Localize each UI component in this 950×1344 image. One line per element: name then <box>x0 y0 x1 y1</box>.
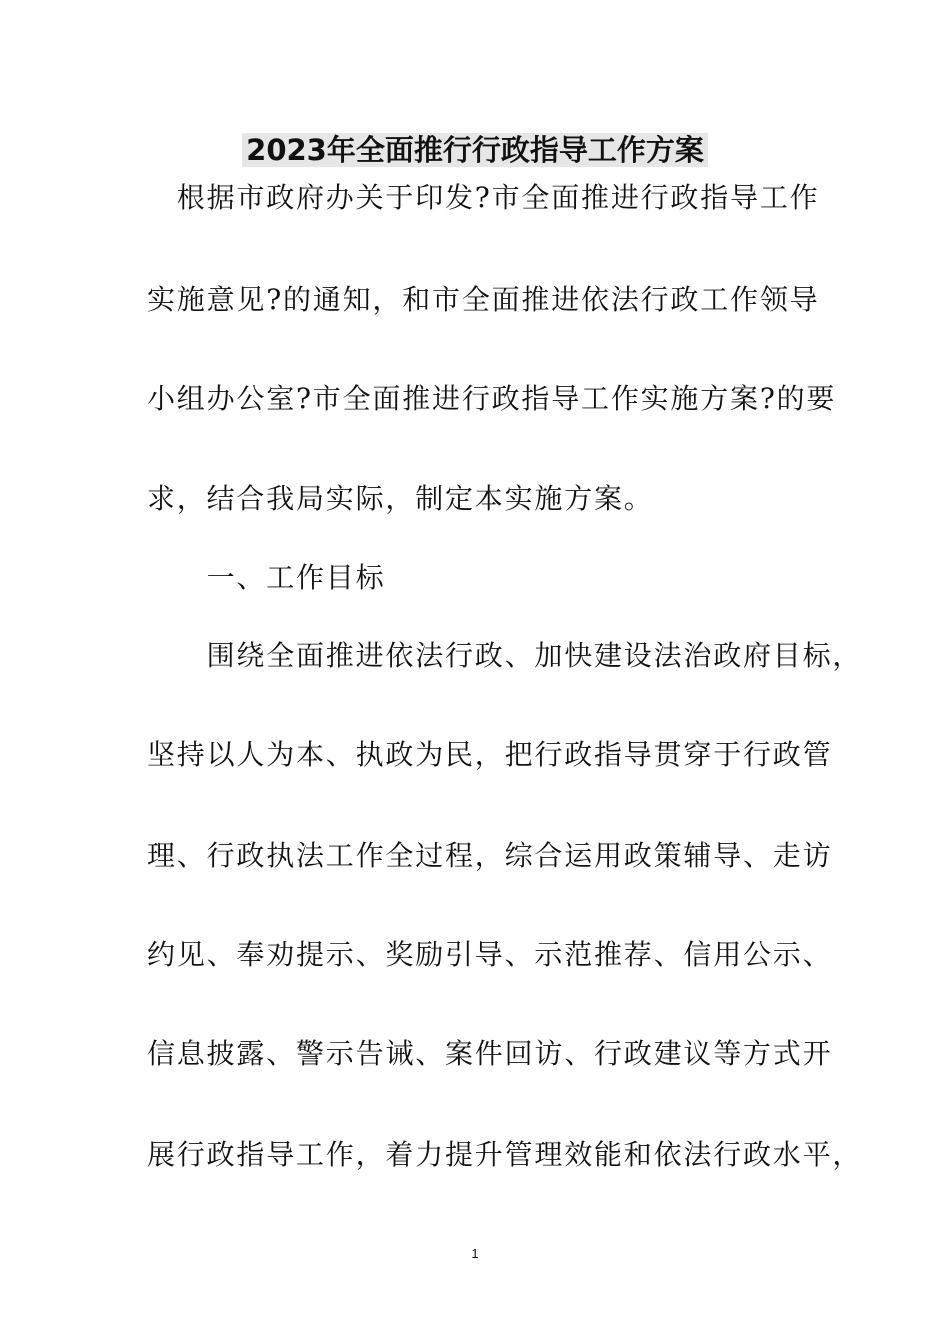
paragraph-line: 坚持以人为本、执政为民，把行政指导贯穿于行政管 <box>147 738 833 771</box>
paragraph-line: 信息披露、警示告诫、案件回访、行政建议等方式开 <box>147 1037 833 1070</box>
document-title <box>0 130 950 170</box>
page-number: 1 <box>471 1246 479 1261</box>
section-heading: 一、工作目标 <box>147 561 386 594</box>
paragraph-line: 围绕全面推进依法行政、加快建设法治政府目标， <box>147 639 863 672</box>
paragraph-line: 小组办公室?市全面推进行政指导工作实施方案?的要 <box>147 382 837 415</box>
title-text: 2023年全面推行行政指导工作方案 <box>242 133 708 167</box>
paragraph-line: 根据市政府办关于印发?市全面推进行政指导工作 <box>147 181 820 214</box>
paragraph-line: 约见、奉劝提示、奖励引导、示范推荐、信用公示、 <box>147 938 833 971</box>
paragraph-line: 展行政指导工作，着力提升管理效能和依法行政水平， <box>147 1138 863 1171</box>
paragraph-line: 求，结合我局实际，制定本实施方案。 <box>147 482 654 515</box>
paragraph-line: 理、行政执法工作全过程，综合运用政策辅导、走访 <box>147 839 833 872</box>
paragraph-line: 实施意见?的通知，和市全面推进依法行政工作领导 <box>147 283 820 316</box>
